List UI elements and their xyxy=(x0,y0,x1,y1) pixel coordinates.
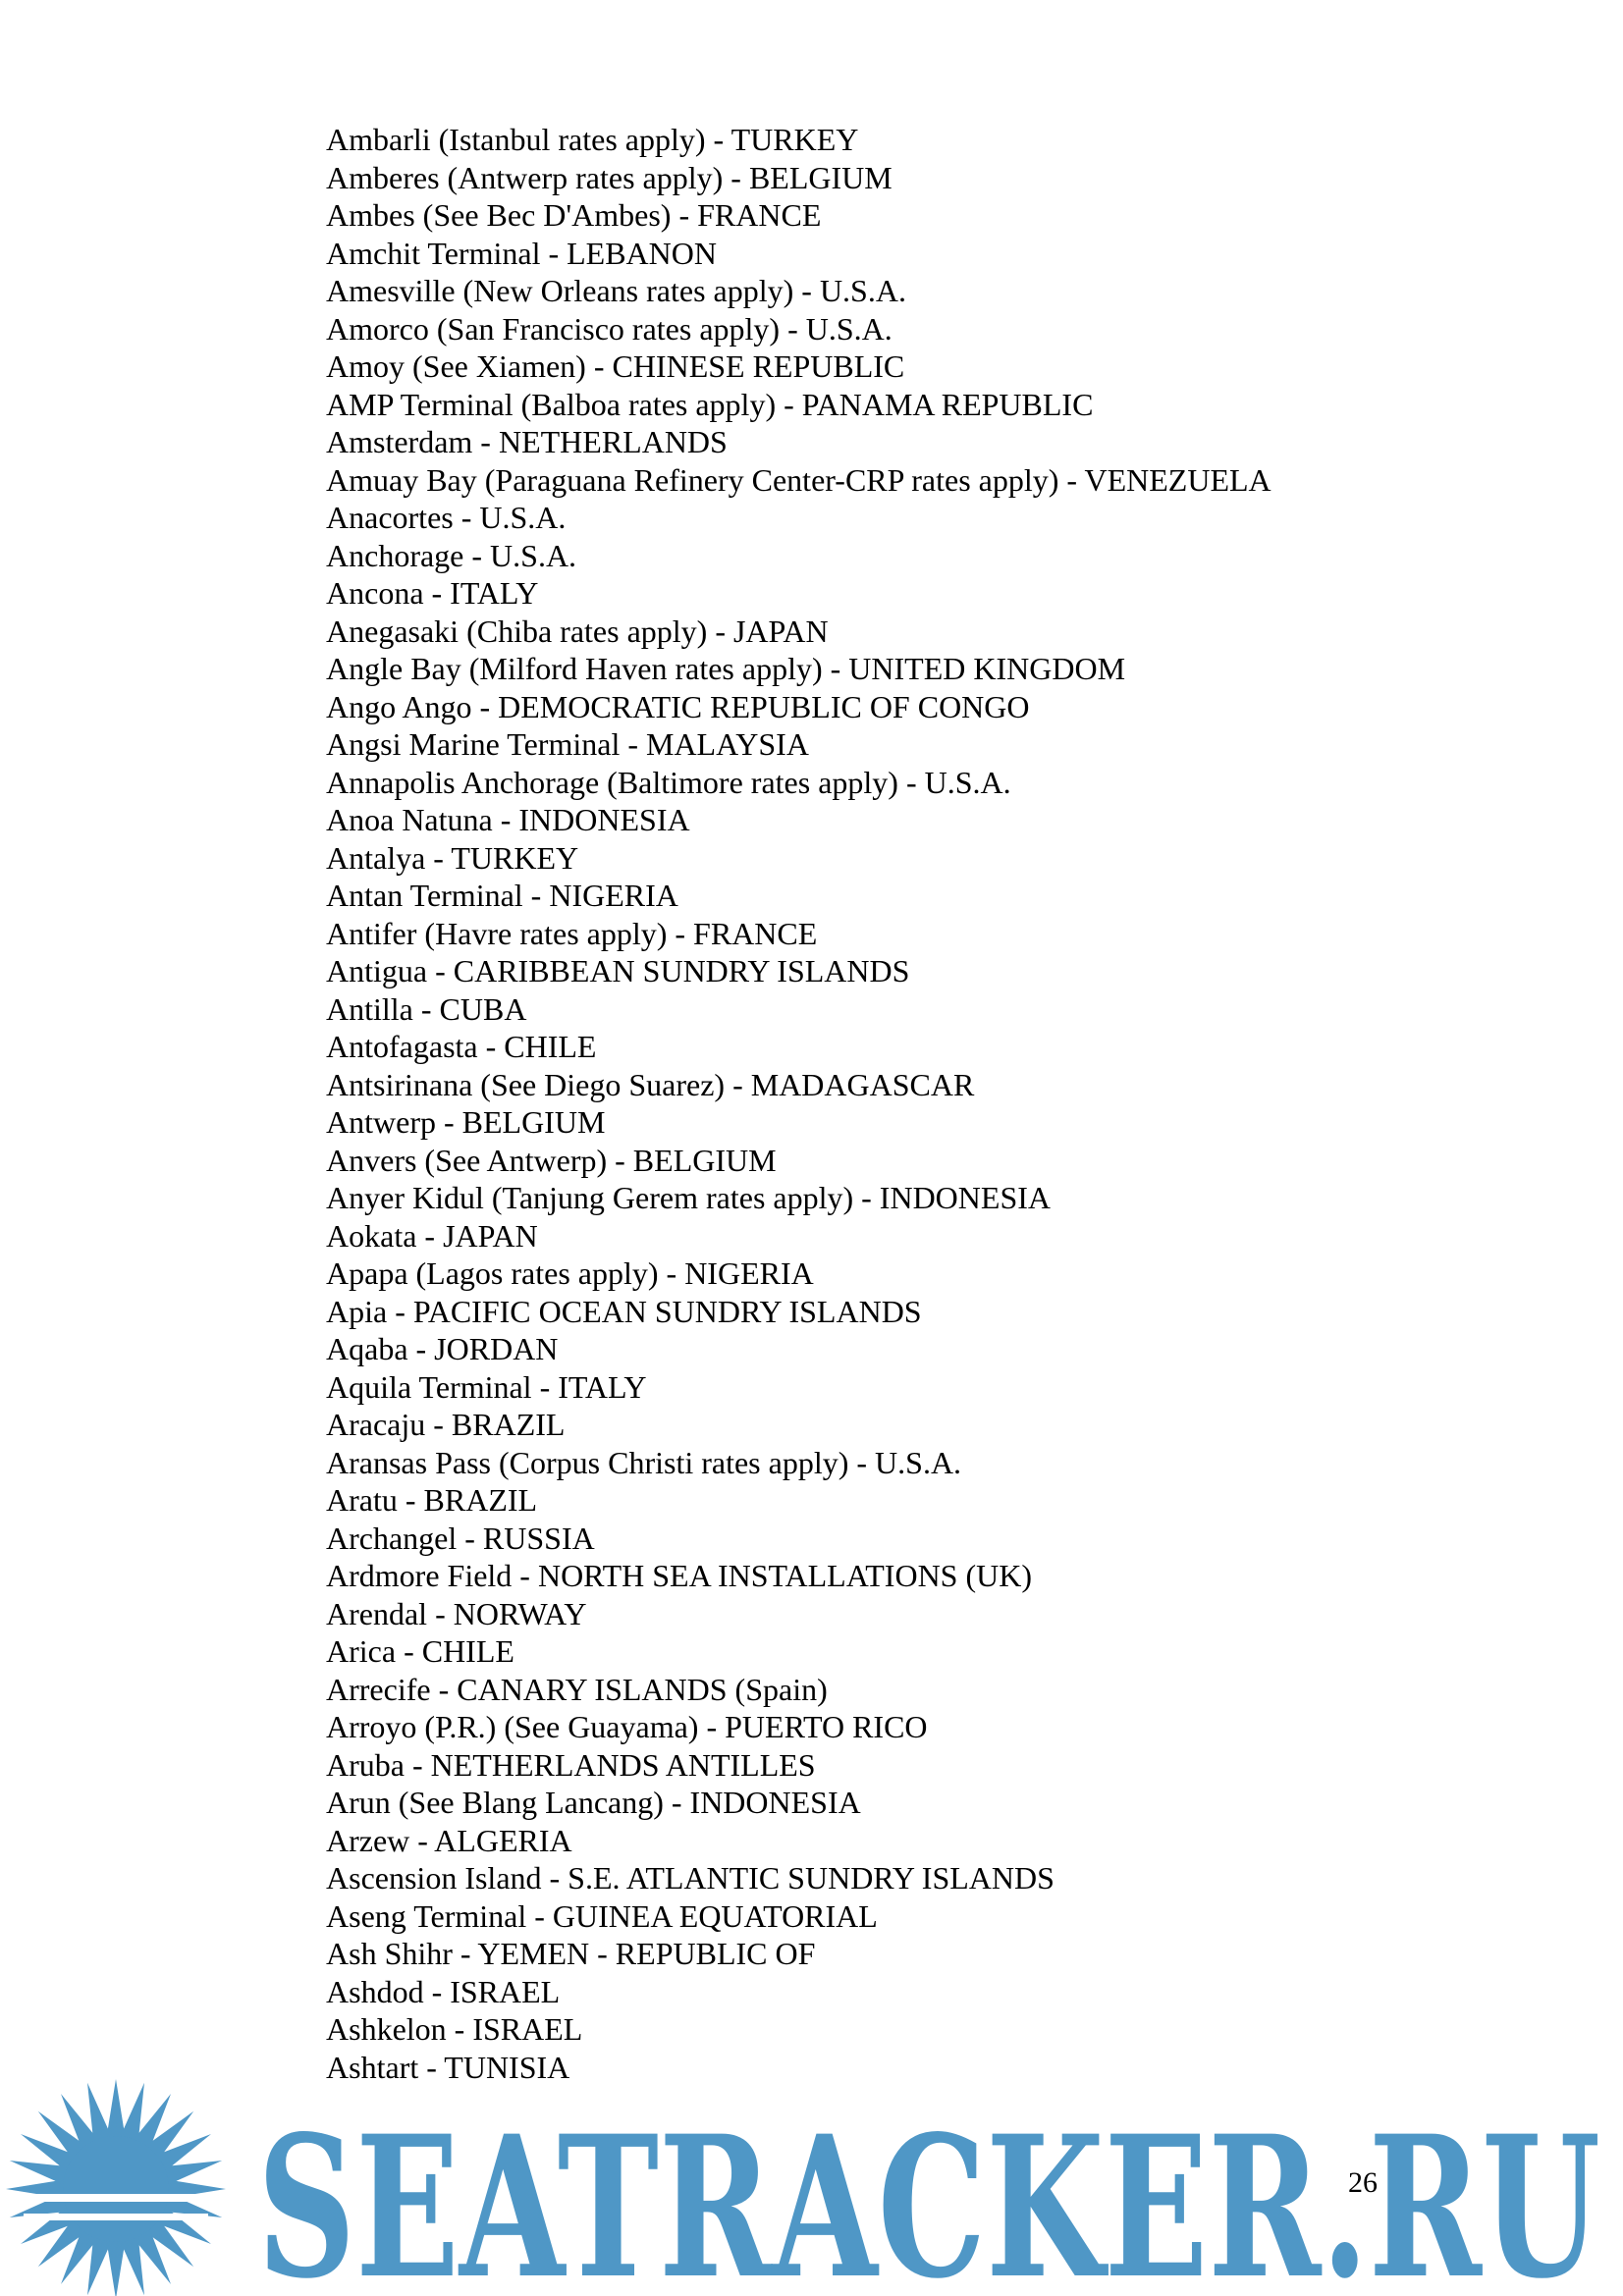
list-item: Apia - PACIFIC OCEAN SUNDRY ISLANDS xyxy=(326,1293,922,1329)
list-item: Amberes (Antwerp rates apply) - BELGIUM xyxy=(326,159,893,195)
list-item: Aracaju - BRAZIL xyxy=(326,1407,566,1442)
list-item: Antilla - CUBA xyxy=(326,990,527,1027)
list-item: Arroyo (P.R.) (See Guayama) - PUERTO RICO xyxy=(326,1709,928,1744)
list-item: Ambes (See Bec D'Ambes) - FRANCE xyxy=(326,197,822,233)
list-item: Anyer Kidul (Tanjung Gerem rates apply) - INDONESIA xyxy=(326,1180,1051,1215)
list-item: Apapa (Lagos rates apply) - NIGERIA xyxy=(326,1255,814,1291)
list-item: Aquila Terminal - ITALY xyxy=(326,1368,647,1405)
list-item: Aruba - NETHERLANDS ANTILLES xyxy=(326,1746,816,1783)
list-item: Anegasaki (Chiba rates apply) - JAPAN xyxy=(326,613,829,649)
page-number: 26 xyxy=(1348,2166,1378,2199)
list-item: Amesville (New Orleans rates apply) - U.S.A. xyxy=(326,273,906,308)
list-item: Arun (See Blang Lancang) - INDONESIA xyxy=(326,1785,861,1820)
list-item: Anacortes - U.S.A. xyxy=(326,500,567,535)
list-item: Arica - CHILE xyxy=(326,1633,514,1669)
list-item: Aseng Terminal - GUINEA EQUATORIAL xyxy=(326,1897,878,1934)
list-item: Antwerp - BELGIUM xyxy=(326,1104,606,1140)
sun-water-line-icon xyxy=(24,2214,208,2220)
list-item: Ashdod - ISRAEL xyxy=(326,1973,561,2009)
list-item: Amoy (See Xiamen) - CHINESE REPUBLIC xyxy=(326,348,905,384)
list-item: Ashtart - TUNISIA xyxy=(326,2049,570,2085)
list-item: Ambarli (Istanbul rates apply) - TURKEY xyxy=(326,122,859,157)
sun-logo-icon xyxy=(6,2079,226,2296)
list-item: Anvers (See Antwerp) - BELGIUM xyxy=(326,1142,777,1178)
list-item: Anchorage - U.S.A. xyxy=(326,537,577,573)
list-item: Arrecife - CANARY ISLANDS (Spain) xyxy=(326,1671,828,1707)
list-item: Amchit Terminal - LEBANON xyxy=(326,235,717,271)
list-item: Arendal - NORWAY xyxy=(326,1595,587,1631)
list-item: Ancona - ITALY xyxy=(326,575,539,611)
list-item: Ash Shihr - YEMEN - REPUBLIC OF xyxy=(326,1936,816,1971)
list-item: Ashkelon - ISRAEL xyxy=(326,2011,583,2047)
list-item: AMP Terminal (Balboa rates apply) - PANAMA REPUBLIC xyxy=(326,386,1094,422)
list-item: Antofagasta - CHILE xyxy=(326,1029,597,1064)
watermark-text: SEATRACKER.RU xyxy=(257,2093,1600,2296)
list-item: Amuay Bay (Paraguana Refinery Center-CRP rates apply) - VENEZUELA xyxy=(326,461,1271,498)
list-item: Antigua - CARIBBEAN SUNDRY ISLANDS xyxy=(326,953,910,988)
list-item: Ardmore Field - NORTH SEA INSTALLATIONS (UK) xyxy=(326,1558,1032,1593)
list-item: Arzew - ALGERIA xyxy=(326,1822,572,1858)
list-item: Angsi Marine Terminal - MALAYSIA xyxy=(326,726,809,762)
sun-horizon-icon xyxy=(29,2194,202,2202)
seatracker-watermark xyxy=(0,2047,1623,2296)
port-list xyxy=(326,121,1271,2086)
list-item: Aqaba - JORDAN xyxy=(326,1331,559,1366)
list-item: Annapolis Anchorage (Baltimore rates apply) - U.S.A. xyxy=(326,764,1011,800)
list-item: Antifer (Havre rates apply) - FRANCE xyxy=(326,915,818,951)
list-item: Amorco (San Francisco rates apply) - U.S.A. xyxy=(326,310,893,347)
list-item: Ango Ango - DEMOCRATIC REPUBLIC OF CONGO xyxy=(326,688,1030,724)
list-item: Aokata - JAPAN xyxy=(326,1217,538,1254)
list-item: Antsirinana (See Diego Suarez) - MADAGASCAR xyxy=(326,1066,975,1102)
sun-disc-icon xyxy=(63,2136,169,2242)
list-item: Aratu - BRAZIL xyxy=(326,1482,538,1518)
list-item: Ascension Island - S.E. ATLANTIC SUNDRY ISLANDS xyxy=(326,1860,1055,1896)
list-item: Aransas Pass (Corpus Christi rates apply) - U.S.A. xyxy=(326,1444,962,1480)
list-item: Angle Bay (Milford Haven rates apply) - UNITED KINGDOM xyxy=(326,651,1126,686)
list-item: Amsterdam - NETHERLANDS xyxy=(326,424,728,459)
list-item: Antan Terminal - NIGERIA xyxy=(326,878,678,913)
list-item: Anoa Natuna - INDONESIA xyxy=(326,802,690,837)
list-item: Archangel - RUSSIA xyxy=(326,1520,595,1556)
list-item: Antalya - TURKEY xyxy=(326,839,579,876)
